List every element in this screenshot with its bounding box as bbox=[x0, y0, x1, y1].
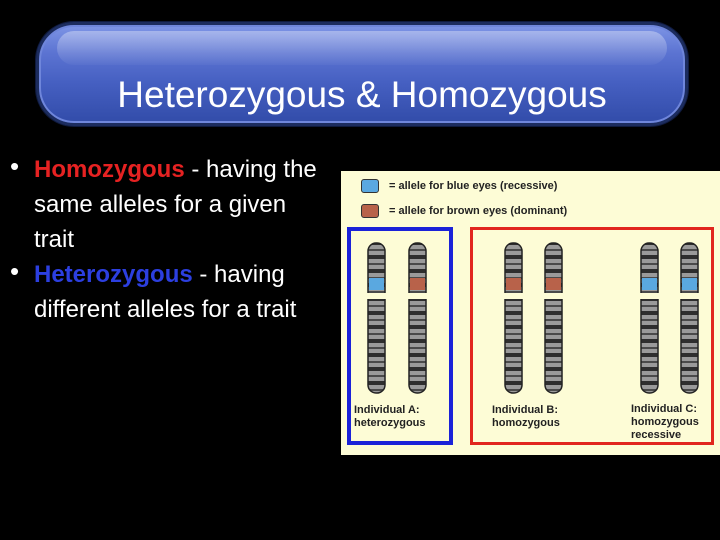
bullet-list bbox=[10, 152, 330, 327]
definition-homozygous: having the same alleles for a given trait bbox=[34, 156, 317, 253]
bullet-dot-icon: • bbox=[10, 256, 20, 286]
chromosome bbox=[367, 243, 386, 393]
brown-allele-band bbox=[546, 278, 561, 290]
definition-heterozygous: having different alleles for a trait bbox=[34, 261, 297, 323]
chromosome bbox=[680, 243, 699, 393]
bullet-dot-icon: • bbox=[10, 151, 20, 181]
blue-allele-band bbox=[369, 278, 384, 290]
bullet-separator: - bbox=[192, 261, 208, 288]
bullet-heterozygous bbox=[10, 257, 330, 327]
chromosome bbox=[408, 243, 427, 393]
blue-allele-band bbox=[642, 278, 657, 290]
blue-allele-band bbox=[682, 278, 697, 290]
legend-brown-label: = allele for brown eyes (dominant) bbox=[389, 205, 568, 217]
chromosome bbox=[504, 243, 523, 393]
title-gloss bbox=[57, 31, 667, 65]
caption-individual-c: Individual C: homozygous recessive bbox=[631, 403, 699, 441]
chromosome bbox=[544, 243, 563, 393]
term-homozygous: Homozygous bbox=[34, 156, 185, 183]
bullet-homozygous bbox=[10, 152, 330, 257]
brown-allele-band bbox=[410, 278, 425, 290]
term-heterozygous: Heterozygous bbox=[34, 261, 193, 288]
title-banner bbox=[36, 22, 688, 126]
brown-allele-band bbox=[506, 278, 521, 290]
bullet-separator: - bbox=[184, 156, 200, 183]
chromosome bbox=[640, 243, 659, 393]
allele-diagram bbox=[341, 171, 720, 455]
legend-blue-label: = allele for blue eyes (recessive) bbox=[389, 180, 558, 192]
caption-individual-b: Individual B: homozygous bbox=[492, 404, 560, 429]
slide-title: Heterozygous & Homozygous bbox=[117, 74, 607, 115]
caption-individual-a: Individual A: heterozygous bbox=[354, 404, 426, 429]
